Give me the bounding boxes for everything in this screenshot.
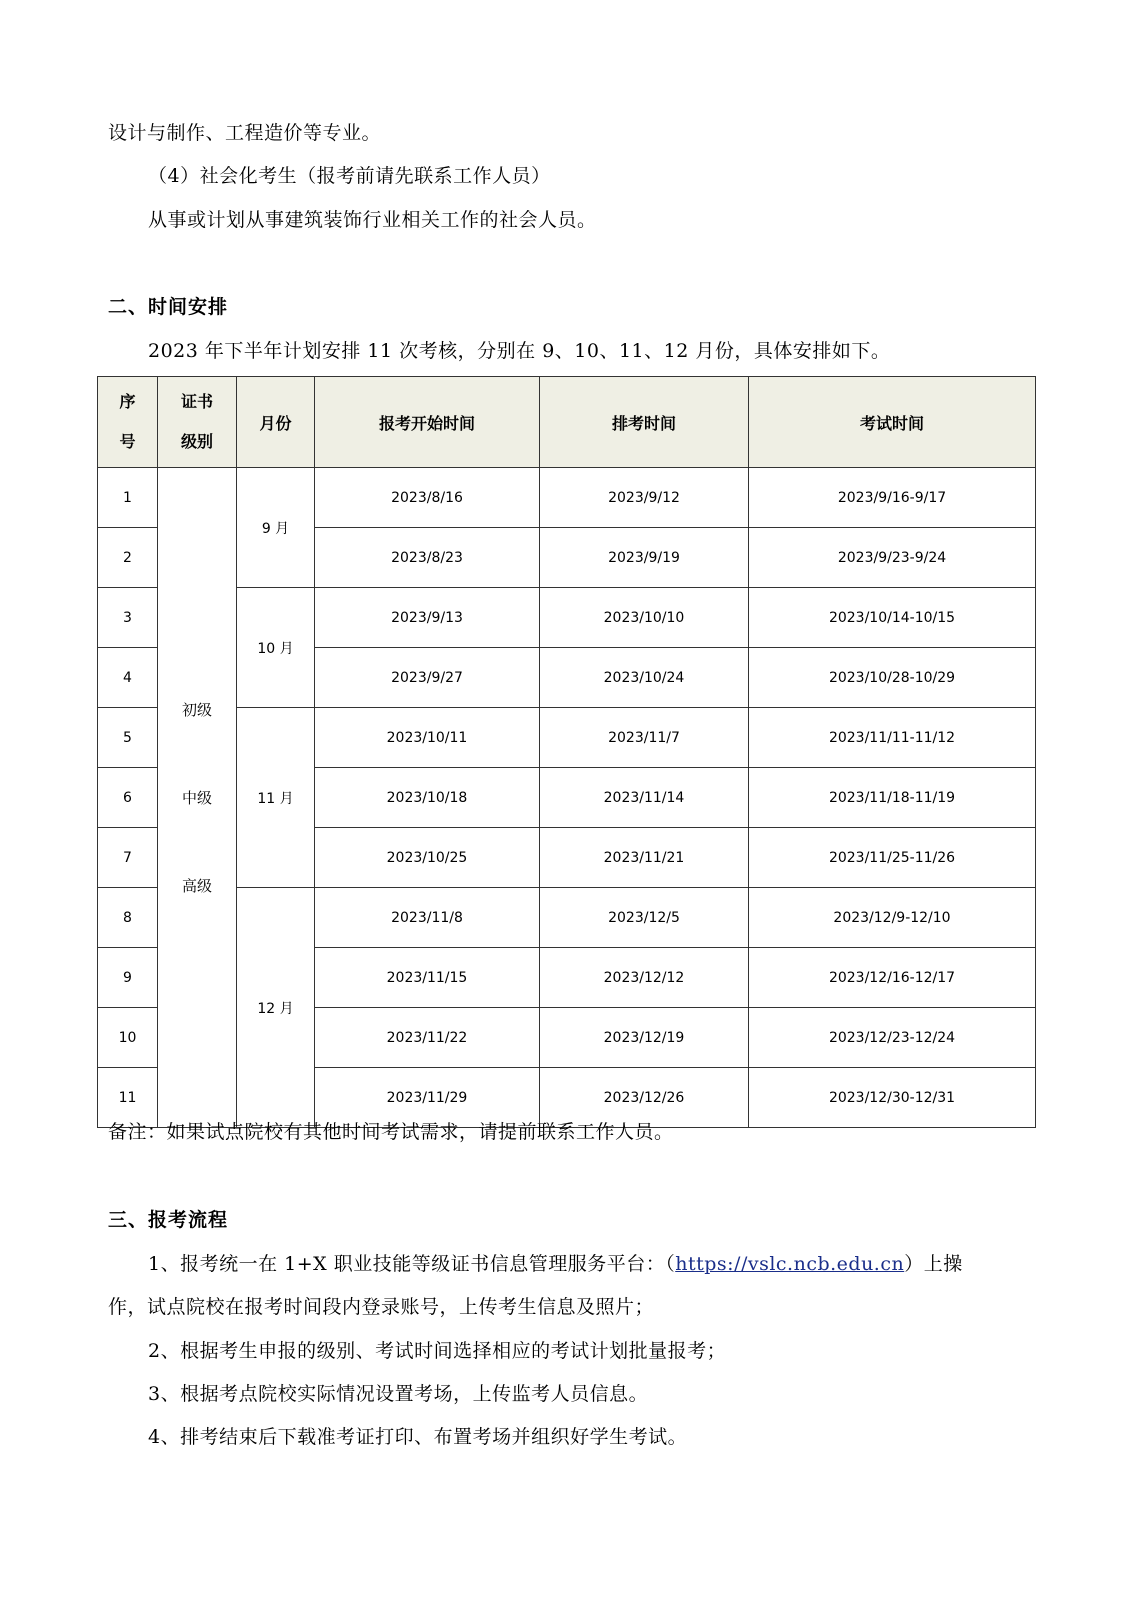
cell-seq: 11 [98,1068,158,1128]
table-row [98,588,1036,648]
level-intermediate: 中级 [181,788,212,807]
table-header-row [98,377,1036,468]
cell-exam: 2023/9/16-9/17 [749,468,1036,528]
header-schedule: 排考时间 [540,377,749,468]
cell-schedule: 2023/11/21 [540,828,749,888]
cell-reg-start: 2023/11/15 [315,948,540,1008]
table-row [98,888,1036,948]
cell-exam: 2023/12/16-12/17 [749,948,1036,1008]
cell-schedule: 2023/11/7 [540,708,749,768]
cell-schedule: 2023/9/19 [540,528,749,588]
table-note: 备注：如果试点院校有其他时间考试需求，请提前联系工作人员。 [108,1121,674,1143]
cell-exam: 2023/11/18-11/19 [749,768,1036,828]
cell-schedule: 2023/10/24 [540,648,749,708]
cell-schedule: 2023/12/19 [540,1008,749,1068]
section2-heading: 二、时间安排 [108,296,229,318]
cell-seq: 3 [98,588,158,648]
intro-line-3: 从事或计划从事建筑装饰行业相关工作的社会人员。 [148,209,597,231]
cell-exam: 2023/12/30-12/31 [749,1068,1036,1128]
header-seq-bottom: 号 [119,432,136,451]
intro-line-1: 设计与制作、工程造价等专业。 [108,122,382,144]
cell-exam: 2023/11/11-11/12 [749,708,1036,768]
cell-schedule: 2023/11/14 [540,768,749,828]
step-4: 4、排考结束后下载准考证打印、布置考场并组织好学生考试。 [148,1426,688,1448]
cell-seq: 8 [98,888,158,948]
cell-reg-start: 2023/8/23 [315,528,540,588]
header-reg-start: 报考开始时间 [315,377,540,468]
header-seq [98,377,158,468]
header-level [158,377,237,468]
cell-reg-start: 2023/10/18 [315,768,540,828]
step-1-continued: 作，试点院校在报考时间段内登录账号，上传考生信息及照片； [108,1296,655,1318]
table-row [98,468,1036,528]
cell-month-12: 12 月 [237,888,315,1128]
cell-schedule: 2023/10/10 [540,588,749,648]
cell-exam: 2023/10/28-10/29 [749,648,1036,708]
cell-reg-start: 2023/11/22 [315,1008,540,1068]
cell-reg-start: 2023/10/11 [315,708,540,768]
cell-levels [158,468,237,1128]
header-exam: 考试时间 [749,377,1036,468]
level-primary: 初级 [181,700,212,719]
cell-seq: 1 [98,468,158,528]
cell-month-10: 10 月 [237,588,315,708]
cell-month-9: 9 月 [237,468,315,588]
cell-seq: 6 [98,768,158,828]
cell-reg-start: 2023/11/29 [315,1068,540,1128]
cell-schedule: 2023/9/12 [540,468,749,528]
cell-reg-start: 2023/11/8 [315,888,540,948]
step-1-prefix: 1、报考统一在 1+X 职业技能等级证书信息管理服务平台：（ [148,1253,676,1275]
step-1 [148,1249,963,1276]
platform-link[interactable]: https://vslc.ncb.edu.cn [675,1253,905,1275]
section2-intro: 2023 年下半年计划安排 11 次考核，分别在 9、10、11、12 月份，具体安排如下。 [148,340,891,362]
cell-schedule: 2023/12/26 [540,1068,749,1128]
cell-seq: 4 [98,648,158,708]
cell-reg-start: 2023/9/27 [315,648,540,708]
table-row [98,708,1036,768]
intro-line-2: （4）社会化考生（报考前请先联系工作人员） [148,165,551,187]
header-level-bottom: 级别 [180,432,213,451]
cell-reg-start: 2023/8/16 [315,468,540,528]
header-month: 月份 [237,377,315,468]
header-level-top: 证书 [180,392,213,411]
cell-seq: 2 [98,528,158,588]
header-seq-top: 序 [119,392,136,411]
cell-exam: 2023/12/23-12/24 [749,1008,1036,1068]
cell-exam: 2023/9/23-9/24 [749,528,1036,588]
cell-seq: 9 [98,948,158,1008]
cell-exam: 2023/12/9-12/10 [749,888,1036,948]
cell-reg-start: 2023/10/25 [315,828,540,888]
cell-schedule: 2023/12/12 [540,948,749,1008]
cell-seq: 10 [98,1008,158,1068]
cell-exam: 2023/11/25-11/26 [749,828,1036,888]
cell-reg-start: 2023/9/13 [315,588,540,648]
cell-seq: 7 [98,828,158,888]
step-2: 2、根据考生申报的级别、考试时间选择相应的考试计划批量报考； [148,1340,727,1362]
cell-schedule: 2023/12/5 [540,888,749,948]
step-1-suffix: ）上操 [904,1253,963,1275]
cell-month-11: 11 月 [237,708,315,888]
step-3: 3、根据考点院校实际情况设置考场，上传监考人员信息。 [148,1383,649,1405]
cell-exam: 2023/10/14-10/15 [749,588,1036,648]
level-advanced: 高级 [181,876,212,895]
cell-seq: 5 [98,708,158,768]
section3-heading: 三、报考流程 [108,1209,229,1231]
exam-schedule-table [97,376,1036,1128]
